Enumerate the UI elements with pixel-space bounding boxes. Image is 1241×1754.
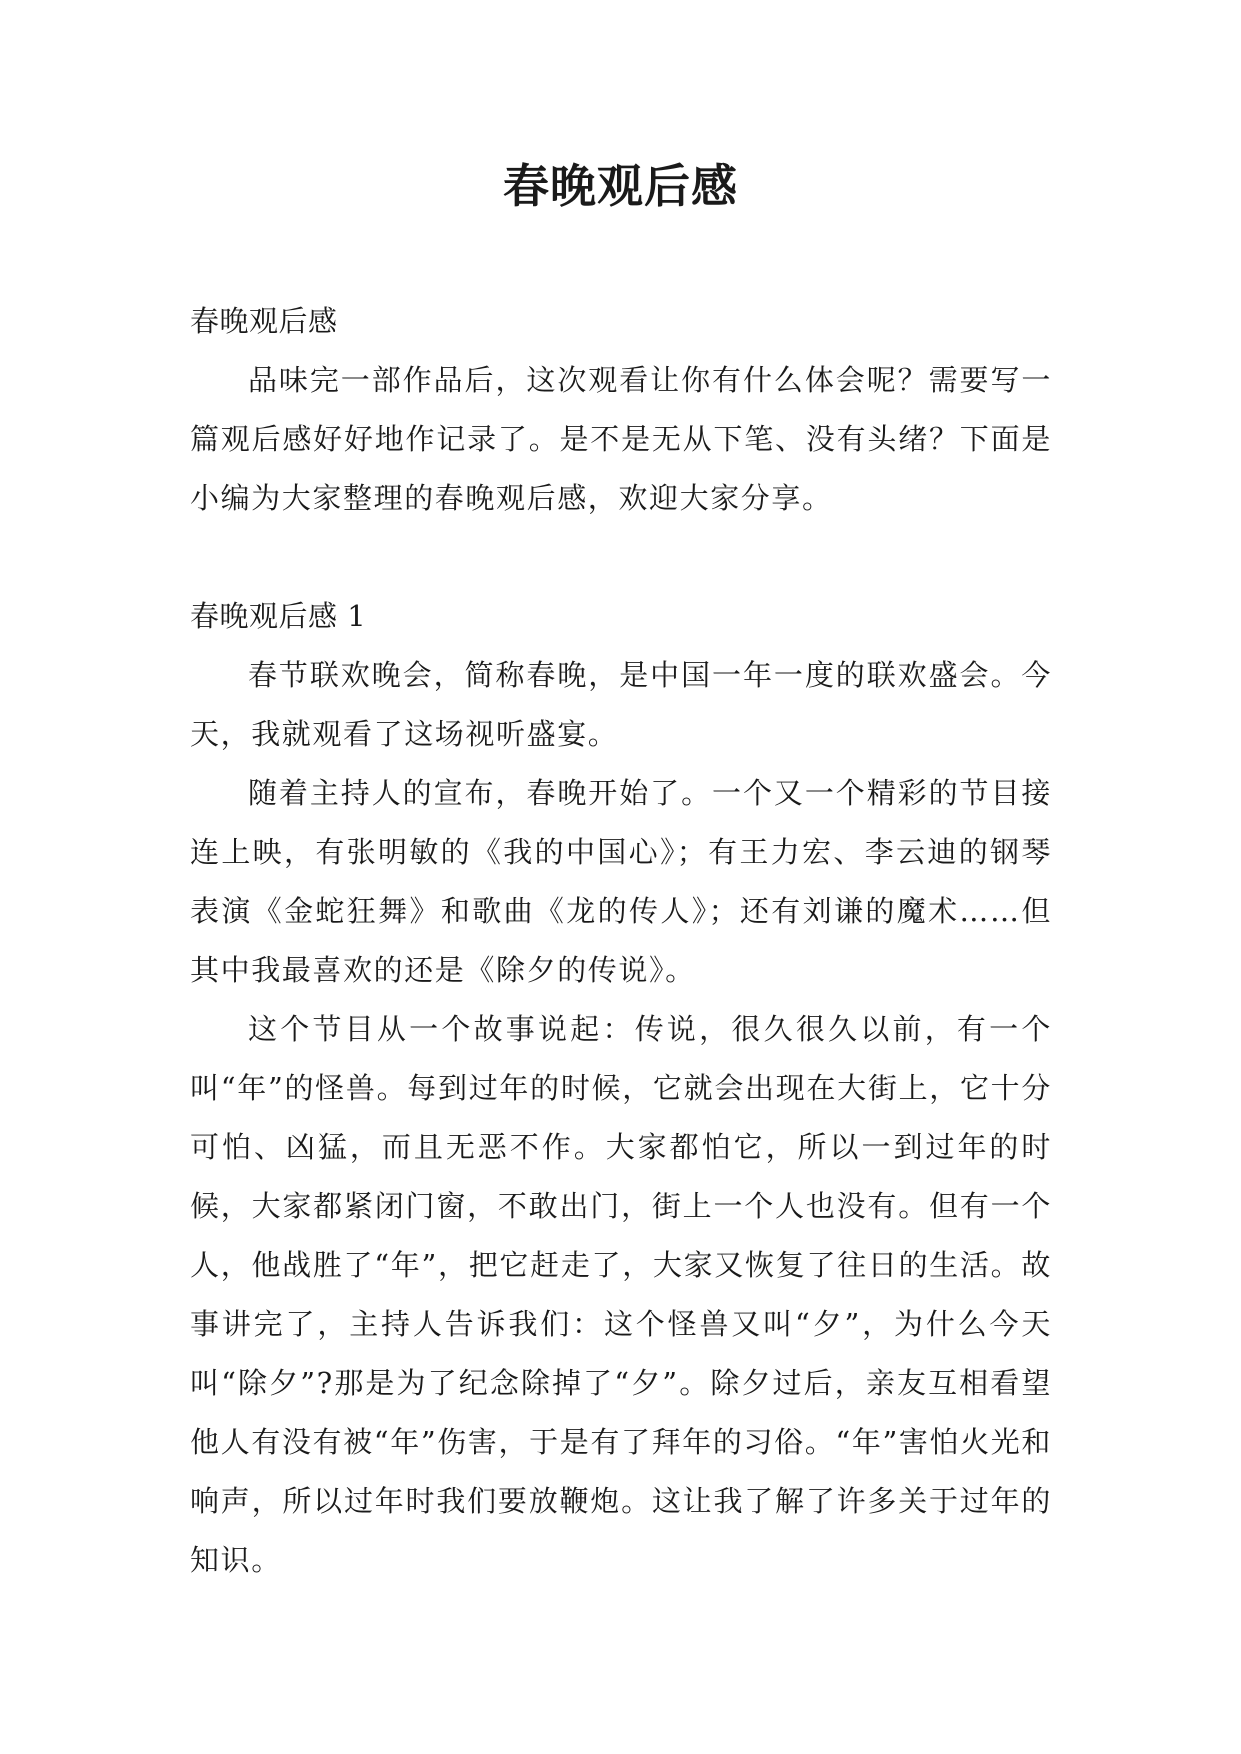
intro-heading: 春晚观后感 bbox=[190, 304, 338, 338]
section1-paragraph-3: 这个节目从一个故事说起：传说，很久很久以前，有一个叫“年”的怪兽。每到过年的时候，它就会出现在大街上，它十分可怕、凶猛，而且无恶不作。大家都怕它，所以一到过年的时候，大家都紧闭门窗，不敢出门，街上一个人也没有。但有一个人，他战胜了“年”，把它赶走了，大家又恢复了往日的生活。故事讲完了，主持人告诉我们：这个怪兽又叫“夕”，为什么今天叫“除夕”?那是为了纪念除掉了“夕”。除夕过后，亲友互相看望他人有没有被“年”伤害，于是有了拜年的习俗。“年”害怕火光和响声，所以过年时我们要放鞭炮。这让我了解了许多关于过年的知识。 bbox=[190, 1012, 1052, 1577]
intro-paragraph: 品味完一部作品后，这次观看让你有什么体会呢？需要写一篇观后感好好地作记录了。是不是无从下笔、没有头绪？下面是小编为大家整理的春晚观后感，欢迎大家分享。 bbox=[190, 363, 1052, 515]
section-spacer bbox=[190, 528, 1052, 587]
section1-paragraph-2: 随着主持人的宣布，春晚开始了。一个又一个精彩的节目接连上映，有张明敏的《我的中国心》；有王力宏、李云迪的钢琴表演《金蛇狂舞》和歌曲《龙的传人》；还有刘谦的魔术……但其中我最喜欢的还是《除夕的传说》。 bbox=[190, 776, 1052, 987]
section1-paragraph-1: 春节联欢晚会，简称春晚，是中国一年一度的联欢盛会。今天，我就观看了这场视听盛宴。 bbox=[190, 658, 1052, 751]
document-title: 春晚观后感 bbox=[503, 159, 738, 213]
section1-heading: 春晚观后感 1 bbox=[190, 599, 367, 633]
document-body bbox=[190, 292, 1052, 1590]
